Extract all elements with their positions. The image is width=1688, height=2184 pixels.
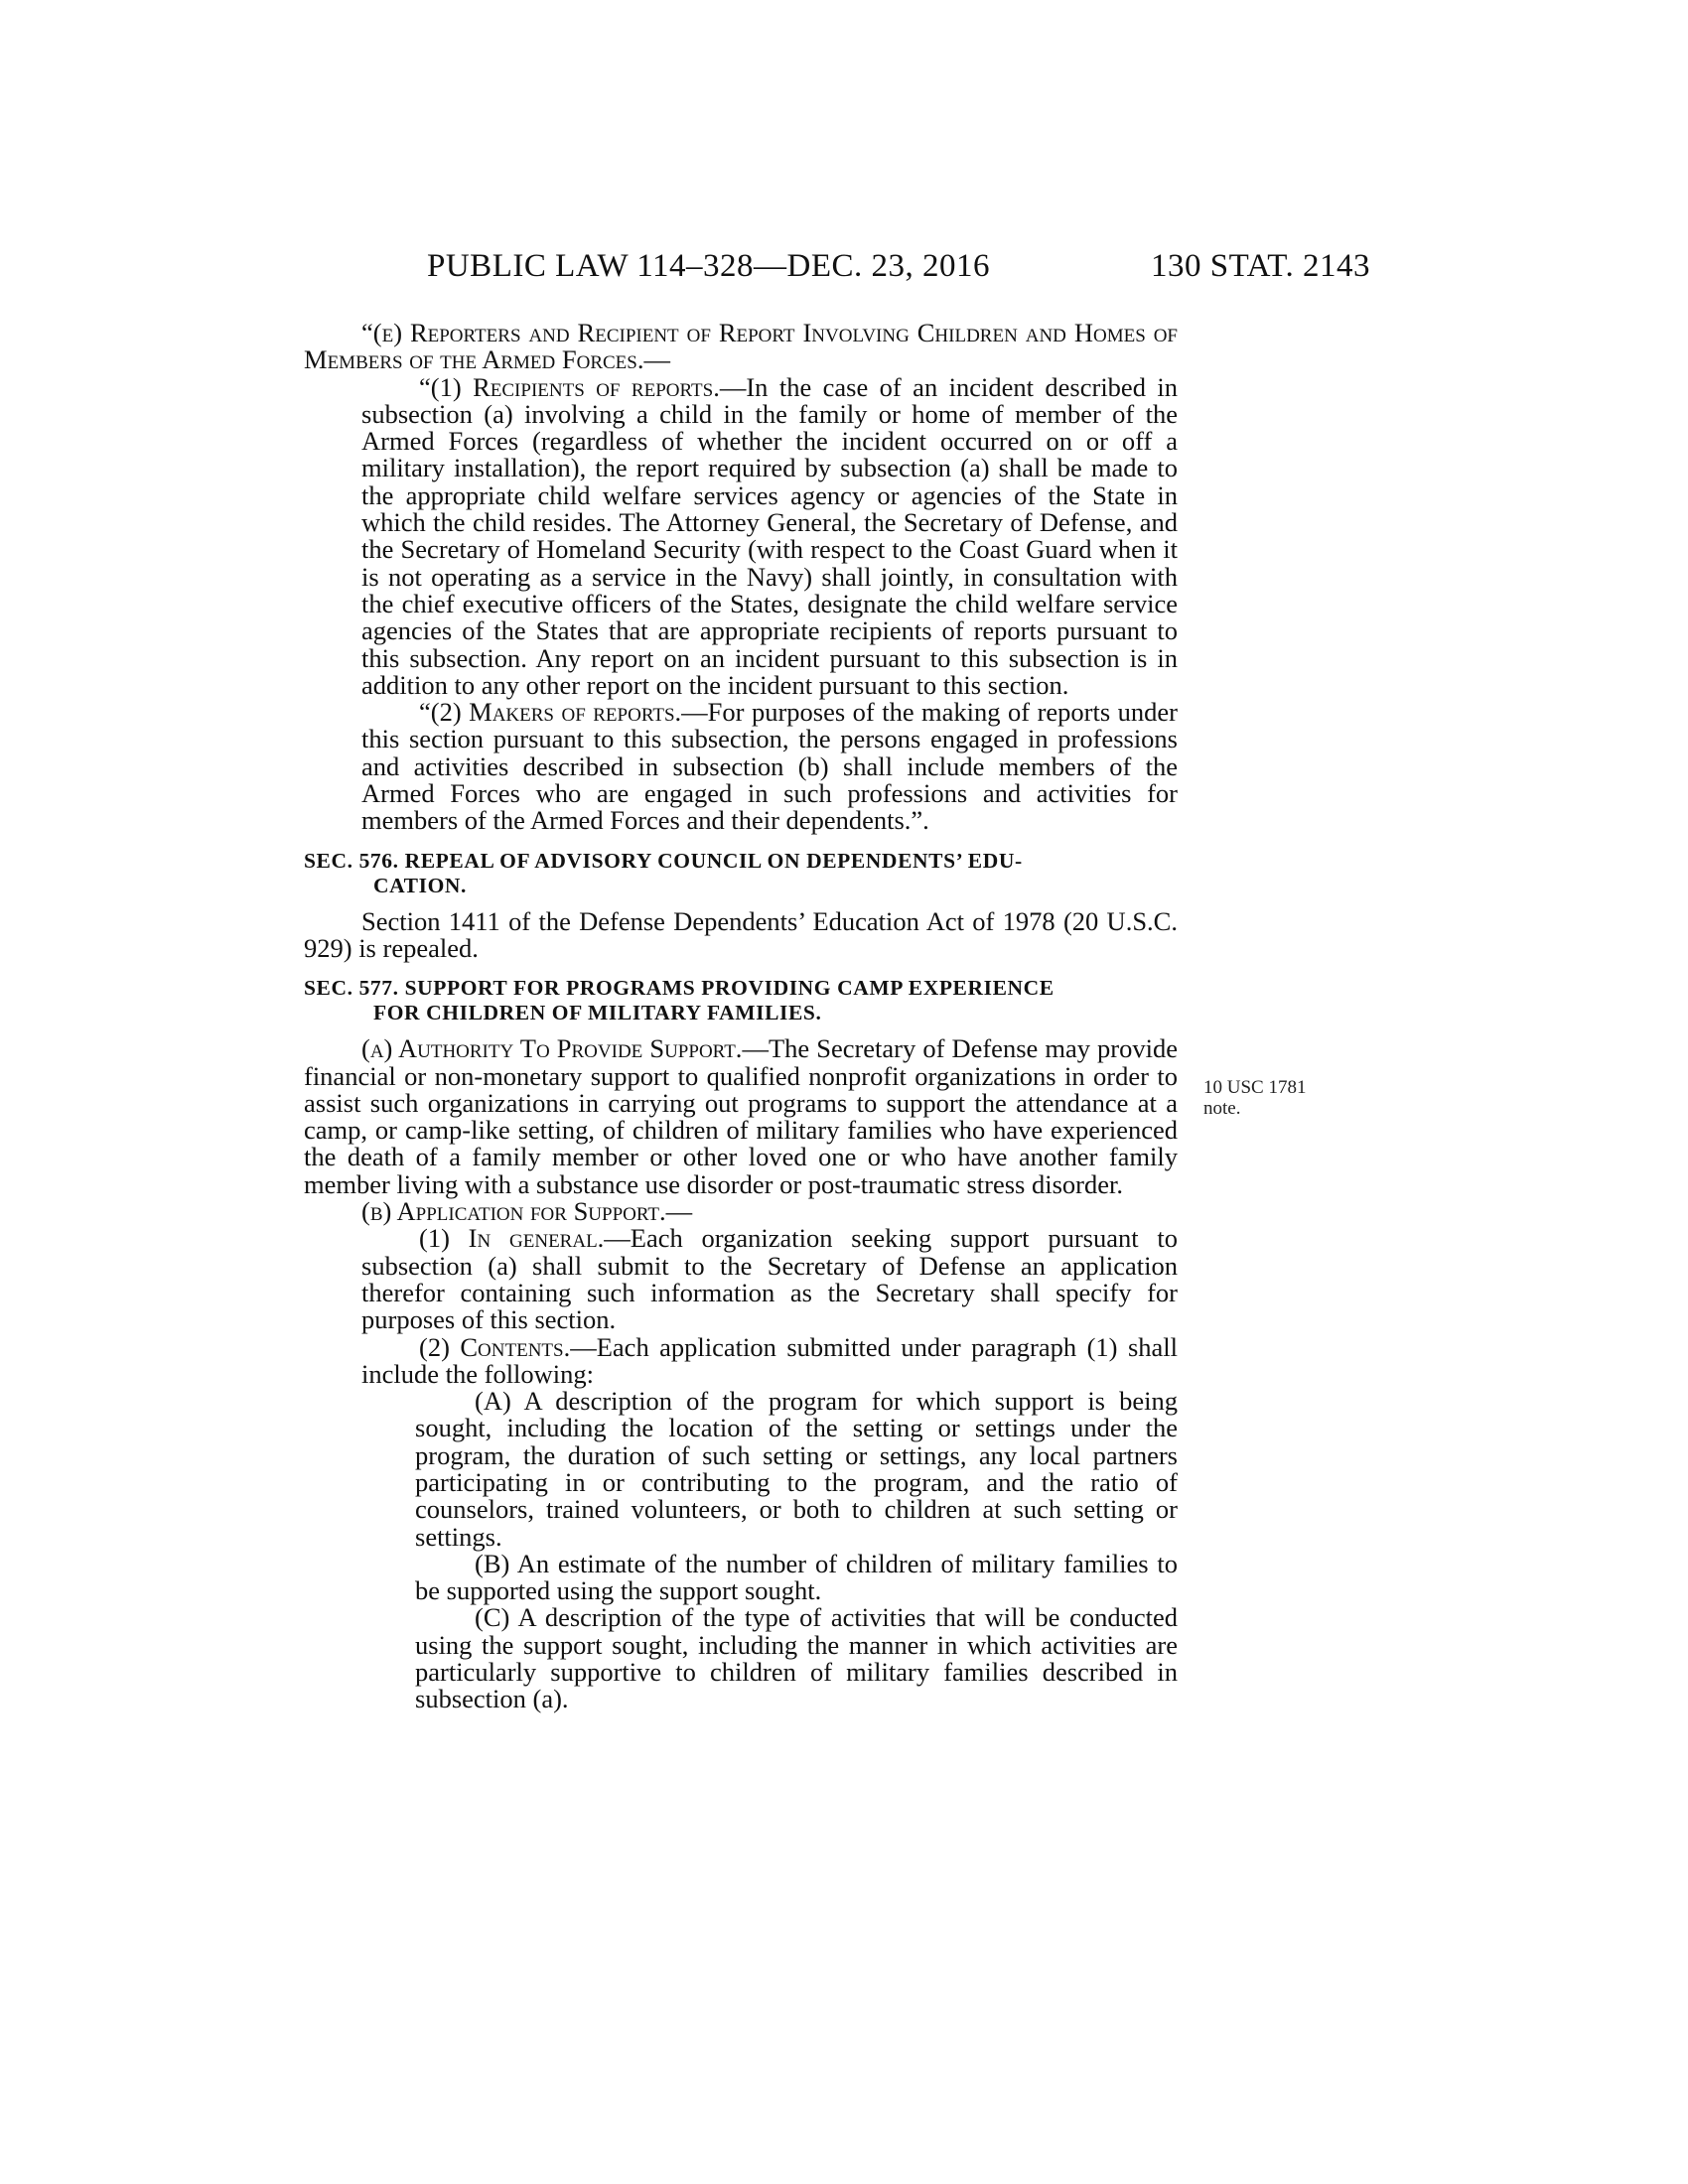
header-stat-page: 130 STAT. 2143: [1150, 248, 1370, 284]
subsection-a: [304, 1035, 1178, 1198]
document-body: [304, 320, 1178, 1713]
paragraph-e1-heading: “(1) Recipients of reports.: [419, 371, 720, 402]
section-576-text: Section 1411 of the Defense Dependents’ Education Act of 1978 (20 U.S.C. 929) is repealed.: [304, 905, 1178, 963]
subparagraph-B: (B) An estimate of the number of children of military families to be supported using the support sought.: [415, 1548, 1178, 1606]
subsection-b-text: —: [665, 1196, 693, 1227]
subparagraph-A: (A) A description of the program for which support is being sought, including the location of the setting or settings under the program, the duration of such setting or settings, any local partners participating in or contributing to the program, and the ratio of counselors, trained volunteers, or both to children at such setting or settings.: [415, 1386, 1178, 1552]
section-576-title-line1: SEC. 576. REPEAL OF ADVISORY COUNCIL ON DEPENDENTS’ EDU-: [304, 848, 1023, 873]
margin-note: [1203, 1077, 1306, 1119]
paragraph-e1: [304, 371, 1178, 700]
section-577-heading: [304, 976, 1178, 1025]
paragraph-e1-text: —In the case of an incident described in subsection (a) involving a child in the family or home of member of the Armed Forces (regardless of whether the incident occurred on or off a military installation), the report required by subsection (a) shall be made to the appropriate child welfare services agency or agencies of the State in which the child resides. The Attorney General, the Secretary of Defense, and the Secretary of Homeland Security (with respect to the Coast Guard when it is not operating as a service in the Navy) shall jointly, in consultation with the chief executive officers of the States, designate the child welfare service agencies of the States that are appropriate recipients of reports pursuant to this subsection. Any report on an incident pursuant to this subsection is in addition to any other report on the incident pursuant to this section.: [361, 371, 1178, 700]
subsection-e-heading: “(e) Reporters and Recipient of Report Involving Children and Homes of Members of the Armed Forces.—: [304, 318, 1178, 375]
subparagraph-C: (C) A description of the type of activities that will be conducted using the support sought, including the manner in which activities are particularly supportive to children of military families described in subsection (a).: [415, 1602, 1178, 1714]
paragraph-b1-heading: (1) In general.: [419, 1223, 605, 1254]
paragraph-b1: [304, 1225, 1178, 1333]
section-576-heading: [304, 849, 1178, 898]
margin-note-citation: 10 USC 1781: [1203, 1077, 1307, 1098]
subsection-a-text: —The Secretary of Defense may provide financial or non-monetary support to qualified nonprofit organizations in order to assist such organizations in carrying out programs to support the attendance at a camp, or camp-like setting, of children of military families who have experienced the death of a family member or other loved one or who have another family member living with a substance use disorder or post-traumatic stress disorder.: [304, 1033, 1178, 1199]
page-header: [427, 248, 1370, 288]
section-577-title-line2: FOR CHILDREN OF MILITARY FAMILIES.: [373, 1001, 822, 1025]
section-577-title-line1: SEC. 577. SUPPORT FOR PROGRAMS PROVIDING CAMP EXPERIENCE: [304, 976, 1055, 1001]
subsection-b: [304, 1198, 1178, 1225]
paragraph-e2-text: —For purposes of the making of reports under this section pursuant to this subsection, the persons engaged in professions and activities described in subsection (b) shall include members of the Armed Forces who are engaged in such professions and activities for members of the Armed Forces and their dependents.”.: [361, 697, 1178, 836]
section-576-title-line2: CATION.: [373, 873, 467, 897]
paragraph-e2: [304, 699, 1178, 834]
paragraph-b2: [304, 1331, 1179, 1389]
header-public-law: PUBLIC LAW 114–328—DEC. 23, 2016: [427, 248, 991, 284]
paragraph-b2-text: —Each application submitted under paragraph (1) shall include the following:: [361, 1331, 1179, 1389]
margin-note-label: note.: [1203, 1098, 1241, 1119]
subsection-a-heading: (a) Authority To Provide Support.: [361, 1033, 743, 1064]
paragraph-b2-heading: (2) Contents.: [419, 1331, 571, 1362]
paragraph-e2-heading: “(2) Makers of reports.: [419, 697, 682, 728]
paragraph-b1-text: —Each organization seeking support pursuant to subsection (a) shall submit to the Secretary of Defense an application therefor containing such information as the Secretary shall specify for purposes of this section.: [361, 1223, 1178, 1335]
subsection-b-heading: (b) Application for Support.: [361, 1196, 666, 1227]
